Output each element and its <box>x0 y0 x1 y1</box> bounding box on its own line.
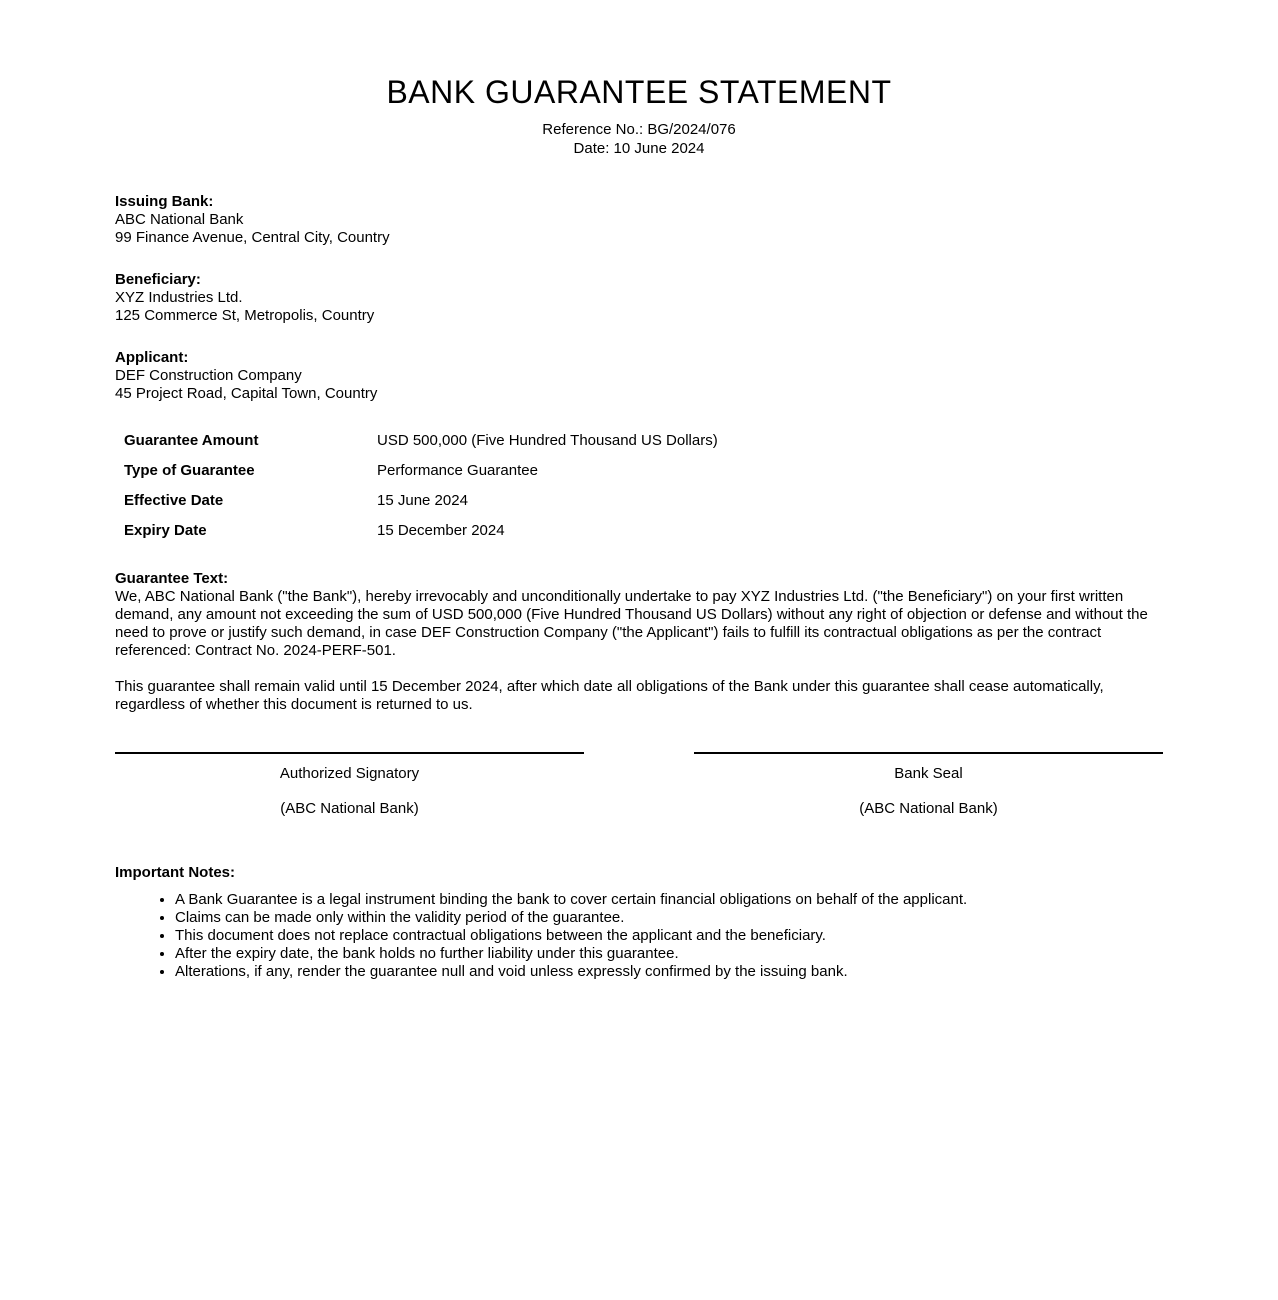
table-row-guarantee-amount <box>115 425 718 455</box>
guarantee-details-table <box>115 425 718 545</box>
guarantee-text-section <box>115 570 1163 714</box>
expiry-date-label: Expiry Date <box>124 521 207 539</box>
issuing-bank-section <box>115 193 1163 247</box>
effective-date-value: 15 June 2024 <box>377 491 468 509</box>
issuing-bank-address: 99 Finance Avenue, Central City, Country <box>115 229 390 246</box>
issuing-bank-label: Issuing Bank: <box>115 193 214 210</box>
table-row-type-of-guarantee <box>115 455 718 485</box>
list-item: • Alterations, if any, render the guarantee null and void unless expressly confirmed by the issuing bank. <box>175 963 1163 981</box>
beneficiary-section <box>115 271 1163 325</box>
table-row-effective-date <box>115 485 718 515</box>
signature-line <box>115 752 584 754</box>
reference-number: Reference No.: BG/2024/076 <box>542 121 736 138</box>
important-notes-list <box>115 891 1163 981</box>
page-title: BANK GUARANTEE STATEMENT <box>386 74 892 110</box>
important-notes-section <box>115 864 1163 981</box>
issuing-bank-name: ABC National Bank <box>115 211 244 228</box>
beneficiary-label: Beneficiary: <box>115 271 201 288</box>
list-item: • After the expiry date, the bank holds no further liability under this guarantee. <box>175 945 1163 963</box>
type-of-guarantee-label: Type of Guarantee <box>124 461 255 479</box>
important-notes-heading: Important Notes: <box>115 864 235 881</box>
beneficiary-address: 125 Commerce St, Metropolis, Country <box>115 307 375 324</box>
guarantee-text-paragraph-1: We, ABC National Bank ("the Bank"), hereby irrevocably and unconditionally undertake to pay XYZ Industries Ltd. ("the Beneficiary") on your first written demand, any amount not exceeding the sum of USD 500,000 (Five Hundred Thousand US Dollars) without any right of objection or defense and without the need to prove or justify such demand, in case DEF Construction Company ("the Applicant") fails to fulfill its contractual obligations as per the contract referenced: Contract No. 2024-PERF-501. <box>115 588 1148 659</box>
type-of-guarantee-value: Performance Guarantee <box>377 461 538 479</box>
list-item: • Claims can be made only within the validity period of the guarantee. <box>175 909 1163 927</box>
expiry-date-value: 15 December 2024 <box>377 521 505 539</box>
applicant-label: Applicant: <box>115 349 189 366</box>
effective-date-label: Effective Date <box>124 491 224 509</box>
authorized-signatory-subtitle: (ABC National Bank) <box>280 800 419 817</box>
authorized-signatory-title: Authorized Signatory <box>279 765 420 782</box>
signature-row <box>115 752 1163 818</box>
authorized-signatory-block <box>115 752 584 818</box>
bank-seal-subtitle: (ABC National Bank) <box>859 800 998 817</box>
list-item: • This document does not replace contractual obligations between the applicant and the beneficiary. <box>175 927 1163 945</box>
signature-line <box>694 752 1163 754</box>
applicant-section <box>115 349 1163 403</box>
guarantee-text-heading: Guarantee Text: <box>115 570 229 587</box>
table-row-expiry-date <box>115 515 718 545</box>
guarantee-text-paragraph-2: This guarantee shall remain valid until 15 December 2024, after which date all obligations of the Bank under this guarantee shall cease automatically, regardless of whether this document is returned to us. <box>115 678 1104 713</box>
applicant-address: 45 Project Road, Capital Town, Country <box>115 385 378 402</box>
document-header <box>115 0 1163 158</box>
bank-seal-title: Bank Seal <box>894 765 963 782</box>
guarantee-amount-value: USD 500,000 (Five Hundred Thousand US Dollars) <box>377 431 718 449</box>
applicant-name: DEF Construction Company <box>115 367 302 384</box>
bank-seal-block <box>694 752 1163 818</box>
list-item: • A Bank Guarantee is a legal instrument binding the bank to cover certain financial obligations on behalf of the applicant. <box>175 891 1163 909</box>
guarantee-amount-label: Guarantee Amount <box>124 431 259 449</box>
document-date: Date: 10 June 2024 <box>573 140 705 157</box>
beneficiary-name: XYZ Industries Ltd. <box>115 289 243 306</box>
